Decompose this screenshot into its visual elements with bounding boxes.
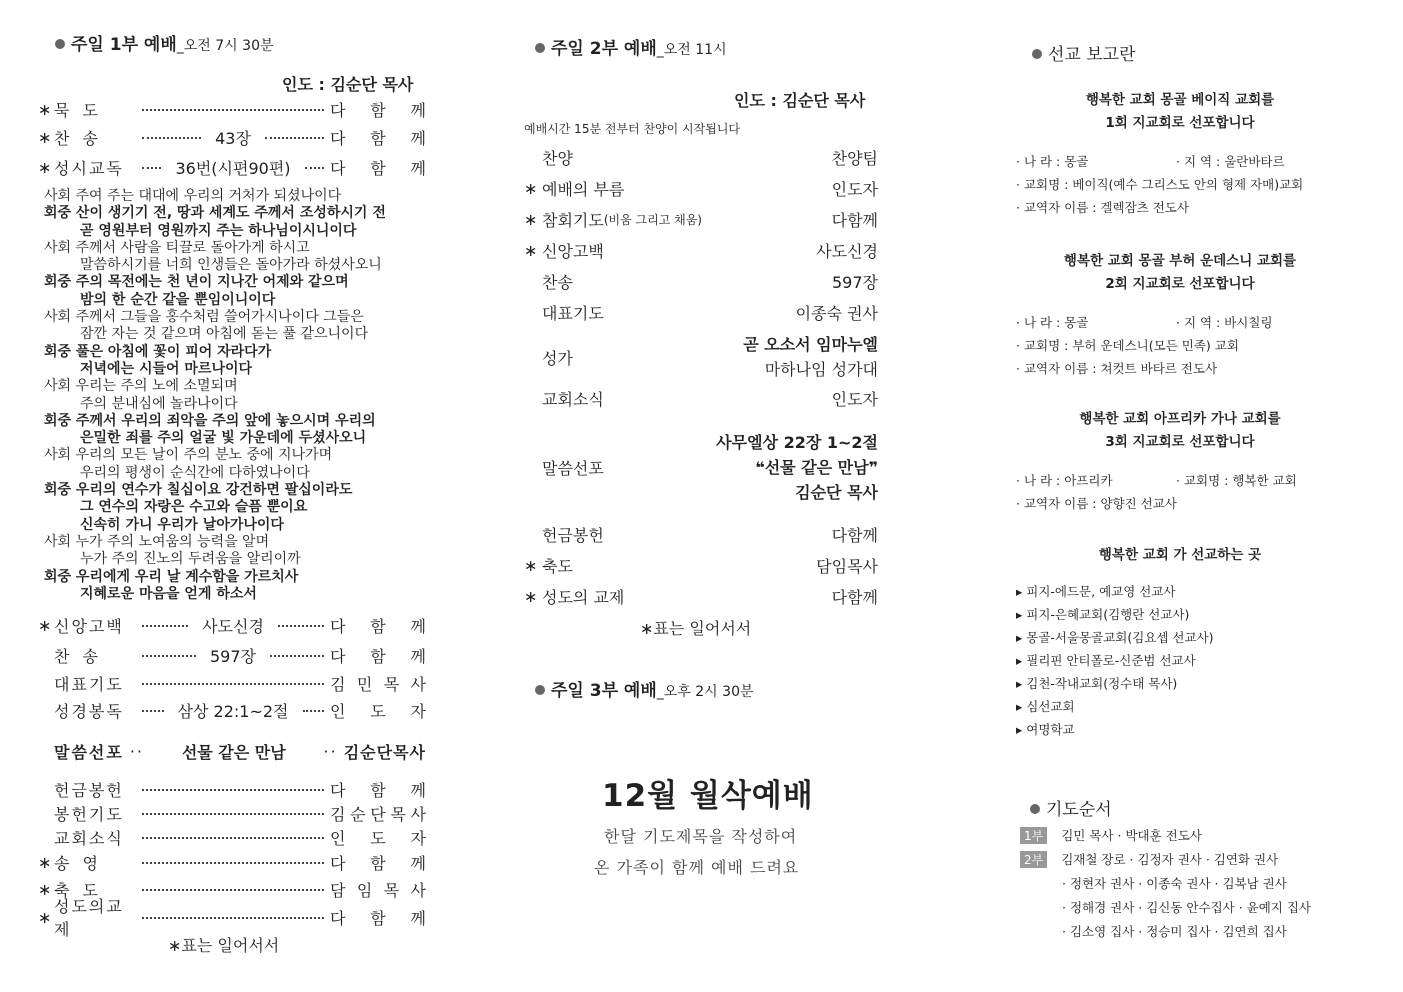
service-tag: 2부 <box>1020 851 1047 868</box>
responsive-reading <box>44 188 386 603</box>
order-who-char: 께 <box>410 646 426 666</box>
order-who-char: 함 <box>370 780 386 800</box>
service3-title: 주일 3부 예배 <box>551 681 657 701</box>
triangle-bullet-icon: ▸ <box>1016 584 1027 599</box>
order-who <box>330 98 426 121</box>
order-who-char: 께 <box>410 780 426 800</box>
order-label-wrap <box>524 270 573 293</box>
service2-footnote: ∗표는 일어서서 <box>640 619 752 638</box>
mission-info: · 나 라 : 몽골 <box>1016 315 1089 330</box>
order-who-char: 다 <box>330 908 346 928</box>
reading-line: 사회 주께서 사람을 티끌로 돌아가게 하시고 <box>44 239 310 256</box>
order-who-char: 도 <box>370 701 386 721</box>
mission-place-text: 몽골-서울몽골교회(김요셉 선교사) <box>1026 630 1214 645</box>
mission-place-text: 필리핀 안티폴로-신준범 선교사 <box>1026 653 1196 668</box>
prayer-row <box>1020 850 1278 868</box>
service1-leader: 인도 : 김순단 목사 <box>282 75 414 94</box>
order-row <box>524 270 878 293</box>
order-who-line: 김순단 목사 <box>795 483 878 502</box>
dotted-leader <box>142 675 324 685</box>
stand-star-icon: ∗ <box>524 241 538 260</box>
order-who-char: 함 <box>370 158 386 178</box>
sermon-title: 선물 같은 만남 <box>181 742 286 762</box>
sermon-preacher: 김순단목사 <box>343 742 426 762</box>
order-who-char: 자 <box>410 701 427 721</box>
order-label: 헌금봉헌 <box>542 526 604 545</box>
order-who-char: 사 <box>410 674 426 694</box>
order-who <box>330 851 426 874</box>
order-label: 찬송 <box>542 273 573 292</box>
reading-line: 회중 우리의 연수가 칠십이요 강건하면 팔십이라도 <box>44 482 353 499</box>
order-row <box>38 644 426 666</box>
mission-info: · 교역자 이름 : 쳐컷트 바타르 전도사 <box>1016 361 1218 376</box>
prayer-row <box>1062 898 1311 916</box>
dotted-leader <box>142 881 324 891</box>
order-label: 송 영 <box>54 853 102 873</box>
order-label: 대표기도 <box>54 674 124 694</box>
mission-place-text: 심선교회 <box>1026 699 1075 714</box>
order-label: 예배의 부름 <box>542 180 625 199</box>
reading-line: 사회 누가 주의 노여움의 능력을 알며 <box>44 533 270 550</box>
order-who-line: 찬양팀 <box>831 149 878 168</box>
dotted-leader <box>270 647 324 657</box>
order-label: 성경봉독 <box>54 701 124 721</box>
order-label: 신앙고백 <box>542 242 604 261</box>
dotted-leader <box>303 702 325 712</box>
stand-star-icon: ∗ <box>38 907 52 927</box>
order-who-line: 597장 <box>832 273 878 292</box>
order-detail: 36번(시편90편) <box>167 156 298 179</box>
mission-block-title: 행복한 교회 몽골 베이직 교회를 <box>1085 92 1275 108</box>
order-label: 신앙고백 <box>54 616 124 636</box>
bullet-dot-icon <box>535 43 545 53</box>
order-who-line: 담임목사 <box>816 557 878 576</box>
order-who <box>330 778 426 801</box>
order-detail: 597장 <box>202 644 264 667</box>
order-label-wrap <box>524 387 604 410</box>
service2-time: _오전 11시 <box>656 42 727 58</box>
order-label-wrap <box>524 146 573 169</box>
order-who-char: 함 <box>370 853 386 873</box>
mission-place <box>1016 674 1177 692</box>
monthly-service-title: 12월 월삭예배 <box>602 778 814 814</box>
order-who <box>330 878 426 901</box>
reading-line: 지혜로운 마음을 얻게 하소서 <box>80 585 257 602</box>
order-detail: 삼상 22:1~2절 <box>170 699 297 722</box>
order-who <box>330 644 426 667</box>
order-who <box>832 208 878 231</box>
mission-info: · 나 라 : 아프리카 <box>1016 473 1113 488</box>
reading-line: 회중 우리에게 우리 날 계수함을 가르치사 <box>44 568 299 585</box>
reading-line: 누가 주의 진노의 두려움을 알리이까 <box>80 551 301 568</box>
order-who-char: 께 <box>410 908 426 928</box>
dotted-leader <box>142 159 161 169</box>
reading-line: 주의 분내심에 놀라나이다 <box>80 395 238 412</box>
dotted-leader <box>265 129 324 139</box>
bullet-dot-icon <box>535 685 545 695</box>
stand-star-icon: ∗ <box>524 587 538 606</box>
order-row <box>38 156 426 178</box>
order-who <box>796 301 878 324</box>
reading-line: 사회 우리는 주의 노에 소멸되며 <box>44 378 238 395</box>
sermon-dots: ·· <box>129 741 144 761</box>
mission-place <box>1016 720 1075 738</box>
order-who <box>743 332 878 382</box>
order-label: 찬 송 <box>54 646 102 666</box>
order-row <box>38 802 426 824</box>
order-label: 성도의교제 <box>54 897 124 939</box>
order-who-char: 다 <box>330 646 346 666</box>
reading-line: 회중 산이 생기기 전, 땅과 세계도 주께서 조성하시기 전 <box>44 205 386 222</box>
order-label: 축 도 <box>54 880 102 900</box>
order-who-char: 께 <box>410 158 426 178</box>
stand-star-icon: ∗ <box>38 879 52 899</box>
order-label: 대표기도 <box>542 304 604 323</box>
mission-place-text: 여명학교 <box>1026 722 1075 737</box>
order-row <box>38 851 426 873</box>
dotted-leader <box>142 101 324 111</box>
order-who <box>816 239 878 262</box>
mission-info: · 교역자 이름 : 양향진 선교사 <box>1016 496 1177 511</box>
mission-block-title: 행복한 교회 아프리카 가나 교회를 <box>1079 411 1281 427</box>
order-label-wrap <box>524 523 604 546</box>
prayer-names: · 정해경 권사 · 김신동 안수집사 · 윤예지 집사 <box>1062 900 1311 915</box>
order-row <box>38 897 426 939</box>
order-who-char: 함 <box>370 616 386 636</box>
mission-place <box>1016 605 1189 623</box>
order-who <box>832 523 878 546</box>
order-who-char: 다 <box>330 100 346 120</box>
order-who-char: 함 <box>370 100 386 120</box>
order-who-char: 목 <box>383 674 400 694</box>
order-who-line: 사도신경 <box>816 242 878 261</box>
order-label: 교회소식 <box>542 390 604 409</box>
reading-line: 회중 주께서 우리의 죄악을 주의 앞에 놓으시며 우리의 <box>44 412 376 429</box>
order-who <box>330 156 426 179</box>
reading-line: 저녁에는 시들어 마르나이다 <box>80 360 253 377</box>
service1-sermon-row: 말씀선포 ·· 선물 같은 만남 ·· 김순단목사 <box>54 741 426 762</box>
mission-info: · 교역자 이름 : 겔렉잠츠 전도사 <box>1016 200 1189 215</box>
order-label-wrap <box>524 585 624 608</box>
order-who-line: 사무엘상 22장 1~2절 <box>716 433 878 452</box>
order-row <box>38 672 426 694</box>
order-label-wrap <box>524 332 573 382</box>
monthly-service-line1: 한달 기도제목을 작성하여 <box>604 827 798 846</box>
stand-star-icon: ∗ <box>38 127 52 147</box>
order-who <box>832 270 878 293</box>
order-label: 말씀선포 <box>542 459 604 478</box>
service2-title: 주일 2부 예배 <box>551 39 657 59</box>
order-who <box>330 826 426 849</box>
mission-place-text: 김천-작내교회(정수태 목사) <box>1026 676 1178 691</box>
stand-star-icon: ∗ <box>38 852 52 872</box>
order-label-wrap <box>524 239 604 262</box>
mission-place-text: 피지-에드문, 예교영 선교사 <box>1026 584 1176 599</box>
order-who <box>330 614 426 637</box>
order-who-char: 인 <box>330 828 346 848</box>
order-label: 봉헌기도 <box>54 804 124 824</box>
dotted-leader <box>142 781 324 791</box>
reading-line: 사회 주여 주는 대대에 우리의 거처가 되셨나이다 <box>44 188 342 204</box>
dotted-leader <box>142 909 324 919</box>
order-who-char: 사 <box>410 880 426 900</box>
dotted-leader <box>305 159 324 169</box>
service3-time: _오후 2시 30분 <box>656 684 754 700</box>
order-who-char: 순 <box>350 804 366 824</box>
order-label: 성도의 교제 <box>542 588 625 607</box>
service-tag: 1부 <box>1020 827 1047 844</box>
order-label: 참회기도 <box>542 211 604 230</box>
order-who-char: 임 <box>356 880 373 900</box>
order-who-char: 김 <box>330 804 346 824</box>
prayer-names: · 김소영 집사 · 정승미 집사 · 김연희 집사 <box>1062 924 1287 939</box>
order-label: 축도 <box>542 557 573 576</box>
mission-place <box>1016 651 1196 669</box>
order-row <box>38 98 426 120</box>
dotted-leader <box>142 854 324 864</box>
reading-line: 잠깐 자는 것 같으며 아침에 돋는 풀 같으니이다 <box>80 326 369 343</box>
mission-info: · 지 역 : 울란바타르 <box>1176 154 1285 169</box>
order-row <box>524 523 878 546</box>
order-label-note: (비움 그리고 채움) <box>603 213 702 227</box>
service1-title: 주일 1부 예배 <box>71 35 177 55</box>
bullet-dot-icon <box>1032 49 1042 59</box>
order-who-char: 김 <box>330 674 346 694</box>
order-who-char: 담 <box>330 880 346 900</box>
order-label: 교회소식 <box>54 828 124 848</box>
prayer-row <box>1062 874 1287 892</box>
stand-star-icon: ∗ <box>38 157 52 177</box>
order-row <box>524 239 878 262</box>
dotted-leader <box>142 805 324 815</box>
order-who <box>832 585 878 608</box>
service3-header <box>535 676 754 701</box>
order-label: 성시교독 <box>54 158 124 178</box>
order-who <box>832 387 878 410</box>
dotted-leader <box>142 647 196 657</box>
reading-line: 밤의 한 순간 같을 뿐임이니이다 <box>80 291 276 308</box>
prayer-names: 김민 목사 · 박대훈 전도사 <box>1061 828 1202 843</box>
reading-line: 사회 주께서 그들을 홍수처럼 쓸어가시나이다 그들은 <box>44 309 364 326</box>
triangle-bullet-icon: ▸ <box>1016 722 1027 737</box>
bullet-dot-icon <box>1030 804 1040 814</box>
order-label-wrap <box>524 177 624 200</box>
order-who-char: 께 <box>410 853 426 873</box>
order-who <box>716 430 878 505</box>
order-label-wrap <box>524 301 604 324</box>
reading-line: 사회 우리의 모든 날이 주의 분노 중에 지나가며 <box>44 447 333 464</box>
service2-note: 예배시간 15분 전부터 찬양이 시작됩니다 <box>524 122 741 136</box>
order-who-char: 함 <box>370 646 386 666</box>
order-who-char: 다 <box>330 616 346 636</box>
dotted-leader <box>142 829 324 839</box>
service1-header <box>55 30 274 55</box>
order-label: 성가 <box>542 348 573 368</box>
mission-info: · 교회명 : 베이직(예수 그리스도 안의 형제 자매)교회 <box>1016 177 1304 192</box>
reading-line: 말씀하시기를 너희 인생들은 돌아가라 하셨사오니 <box>80 257 382 274</box>
order-row <box>38 699 426 721</box>
order-row <box>524 387 878 410</box>
reading-line: 우리의 평생이 순식간에 다하였나이다 <box>80 464 310 481</box>
order-who-line: 다함께 <box>831 211 878 230</box>
order-who <box>330 672 426 695</box>
order-who-char: 자 <box>410 828 426 848</box>
stand-star-icon: ∗ <box>38 99 52 119</box>
mission-places-title: 행복한 교회 가 선교하는 곳 <box>1098 547 1262 563</box>
order-row <box>524 208 878 231</box>
order-who-char: 민 <box>356 674 373 694</box>
order-label: 찬양 <box>542 149 573 168</box>
order-who-char: 함 <box>370 128 386 148</box>
triangle-bullet-icon: ▸ <box>1016 699 1027 714</box>
order-who-char: 다 <box>330 128 346 148</box>
order-who <box>330 699 426 722</box>
service1-time: _오전 7시 30분 <box>176 38 274 54</box>
stand-star-icon: ∗ <box>524 210 538 229</box>
reading-line: 은밀한 죄를 주의 얼굴 빛 가운데에 두셨사오니 <box>80 430 367 447</box>
triangle-bullet-icon: ▸ <box>1016 607 1027 622</box>
order-who-char: 인 <box>330 701 346 721</box>
triangle-bullet-icon: ▸ <box>1016 630 1027 645</box>
mission-place <box>1016 628 1214 646</box>
mission-block-subtitle: 3회 지교회로 선포합니다 <box>1105 434 1255 450</box>
order-label: 묵 도 <box>54 100 102 120</box>
order-who-line: 다함께 <box>831 588 878 607</box>
mission-info: · 지 역 : 바시칠링 <box>1176 315 1273 330</box>
stand-star-icon: ∗ <box>524 556 538 575</box>
mission-place <box>1016 582 1176 600</box>
order-row <box>38 778 426 800</box>
reading-line: 회중 주의 목전에는 천 년이 지나간 어제와 같으며 <box>44 274 349 291</box>
reading-line: 회중 풀은 아침에 꽃이 피어 자라다가 <box>44 343 272 360</box>
order-who-char: 사 <box>410 804 426 824</box>
mission-info: · 나 라 : 몽골 <box>1016 154 1089 169</box>
prayer-names: · 정현자 권사 · 이종숙 권사 · 김복남 권사 <box>1062 876 1287 891</box>
order-who-char: 께 <box>410 616 427 636</box>
order-who-line: 이종숙 권사 <box>795 304 878 323</box>
order-detail: 43장 <box>207 126 259 149</box>
mission-info: · 교회명 : 부허 운데스니(모든 민족) 교회 <box>1016 338 1239 353</box>
prayer-order-title: 기도순서 <box>1046 800 1112 820</box>
stand-star-icon: ∗ <box>524 179 538 198</box>
order-who-char: 다 <box>330 780 346 800</box>
order-row <box>524 554 878 577</box>
prayer-row <box>1020 826 1202 844</box>
order-detail: 사도신경 <box>194 614 272 637</box>
reading-line: 신속히 가니 우리가 날아가나이다 <box>80 516 284 533</box>
order-who <box>330 906 426 929</box>
dotted-leader <box>278 617 324 627</box>
order-who-line: 인도자 <box>831 390 878 409</box>
stand-star-icon: ∗ <box>38 615 52 635</box>
dotted-leader <box>142 617 188 627</box>
order-who-char: 함 <box>370 908 386 928</box>
prayer-names: 김재철 장로 · 김정자 권사 · 김연화 권사 <box>1061 852 1279 867</box>
order-who-char: 도 <box>370 828 386 848</box>
order-who-line: 마하나임 성가대 <box>764 360 878 379</box>
service2-header <box>535 34 727 59</box>
order-row <box>524 301 878 324</box>
order-who-line: 인도자 <box>831 180 878 199</box>
mission-info: · 교회명 : 행복한 교회 <box>1176 473 1297 488</box>
dotted-leader <box>142 129 201 139</box>
prayer-row <box>1062 922 1287 940</box>
monthly-service-line2: 온 가족이 함께 예배 드려요 <box>594 858 800 877</box>
order-who-char: 단 <box>370 804 386 824</box>
order-who-char: 목 <box>383 880 400 900</box>
order-who-line: 곧 오소서 임마누엘 <box>743 335 878 354</box>
order-label-wrap <box>524 430 604 505</box>
order-label: 찬 송 <box>54 128 102 148</box>
service1-footnote: ∗표는 일어서서 <box>168 936 280 955</box>
reading-line: 그 연수의 자랑은 수고와 슬픔 뿐이요 <box>80 499 308 516</box>
order-who <box>832 177 878 200</box>
order-who-char: 목 <box>390 804 406 824</box>
prayer-order-header <box>1030 795 1112 820</box>
mission-place <box>1016 697 1075 715</box>
sermon-label: 말씀선포 <box>54 742 124 762</box>
order-who <box>832 146 878 169</box>
order-who <box>330 802 426 825</box>
order-who-char: 다 <box>330 853 346 873</box>
order-row <box>38 826 426 848</box>
order-row <box>524 332 878 382</box>
order-who-line: ❝선물 같은 만남❞ <box>755 458 878 477</box>
order-row <box>524 177 878 200</box>
triangle-bullet-icon: ▸ <box>1016 653 1027 668</box>
bullet-dot-icon <box>55 39 65 49</box>
mission-block-subtitle: 1회 지교회로 선포합니다 <box>1105 115 1255 131</box>
order-who-char: 께 <box>410 100 426 120</box>
triangle-bullet-icon: ▸ <box>1016 676 1027 691</box>
order-row <box>38 614 426 636</box>
order-label-wrap <box>524 208 702 231</box>
order-row <box>524 146 878 169</box>
mission-place-text: 피지-은혜교회(김행란 선교사) <box>1026 607 1190 622</box>
mission-block-subtitle: 2회 지교회로 선포합니다 <box>1105 276 1255 292</box>
order-row <box>524 430 878 505</box>
order-who <box>330 126 426 149</box>
order-who-char: 다 <box>330 158 346 178</box>
service2-leader: 인도 : 김순단 목사 <box>734 91 866 110</box>
reading-line: 곧 영원부터 영원까지 주는 하나님이시니이다 <box>80 222 357 239</box>
mission-report-header <box>1032 40 1136 65</box>
order-who-char: 께 <box>410 128 427 148</box>
order-who-line: 다함께 <box>831 526 878 545</box>
order-row <box>524 585 878 608</box>
order-label: 헌금봉헌 <box>54 780 124 800</box>
order-who <box>816 554 878 577</box>
mission-block-title: 행복한 교회 몽골 부허 운데스니 교회를 <box>1063 253 1297 269</box>
order-row <box>38 126 426 148</box>
mission-report-title: 선교 보고란 <box>1048 45 1136 65</box>
order-label-wrap <box>524 554 573 577</box>
dotted-leader <box>142 702 164 712</box>
